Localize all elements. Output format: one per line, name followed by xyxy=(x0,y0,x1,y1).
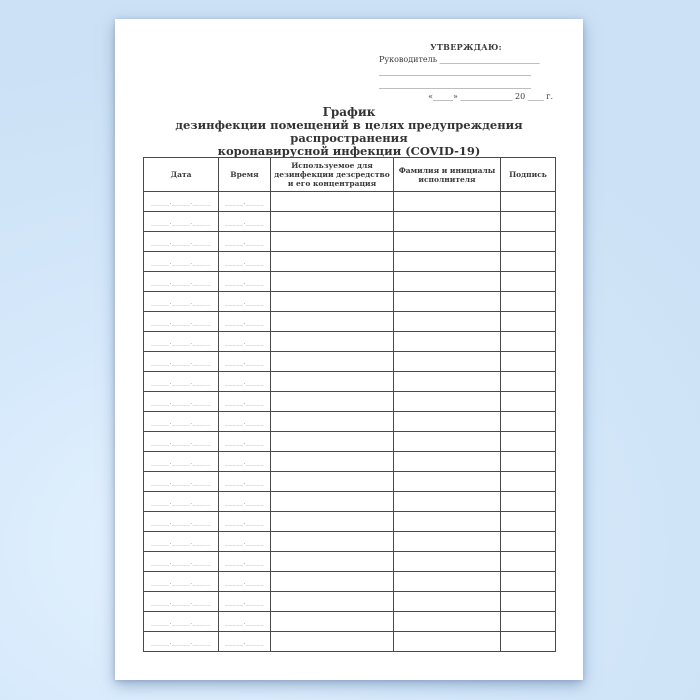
col-header-executor: Фамилия и инициалы исполнителя xyxy=(394,158,501,192)
table-row xyxy=(144,272,556,292)
approval-date-line: «_____» _____________ 20 ____ г. xyxy=(428,92,553,101)
approval-blank-line-2: ______________________________________ xyxy=(379,79,531,89)
table-row xyxy=(144,432,556,452)
disinfectant-cell xyxy=(271,472,394,492)
executor-cell xyxy=(394,552,501,572)
disinfectant-cell xyxy=(271,372,394,392)
table-header xyxy=(144,158,556,192)
table-row xyxy=(144,312,556,332)
disinfectant-cell xyxy=(271,432,394,452)
disinfection-schedule-table xyxy=(143,157,556,652)
time-blank-field: _____._____ xyxy=(219,512,271,532)
executor-cell xyxy=(394,332,501,352)
table-body xyxy=(144,192,556,652)
table-row xyxy=(144,292,556,312)
time-blank-field: _____._____ xyxy=(219,532,271,552)
executor-cell xyxy=(394,492,501,512)
signature-cell xyxy=(501,572,556,592)
time-blank-field: _____._____ xyxy=(219,492,271,512)
executor-cell xyxy=(394,252,501,272)
executor-cell xyxy=(394,512,501,532)
disinfectant-cell xyxy=(271,272,394,292)
table-row xyxy=(144,332,556,352)
table-row xyxy=(144,512,556,532)
executor-cell xyxy=(394,232,501,252)
date-blank-field: _____._____._____ xyxy=(144,572,219,592)
time-blank-field: _____._____ xyxy=(219,472,271,492)
signature-cell xyxy=(501,452,556,472)
table-row xyxy=(144,632,556,652)
time-blank-field: _____._____ xyxy=(219,572,271,592)
executor-cell xyxy=(394,592,501,612)
time-blank-field: _____._____ xyxy=(219,552,271,572)
time-blank-field: _____._____ xyxy=(219,312,271,332)
disinfectant-cell xyxy=(271,212,394,232)
date-blank-field: _____._____._____ xyxy=(144,592,219,612)
signature-cell xyxy=(501,392,556,412)
signature-cell xyxy=(501,252,556,272)
time-blank-field: _____._____ xyxy=(219,372,271,392)
table-row xyxy=(144,412,556,432)
time-blank-field: _____._____ xyxy=(219,272,271,292)
time-blank-field: _____._____ xyxy=(219,392,271,412)
disinfectant-cell xyxy=(271,332,394,352)
date-blank-field: _____._____._____ xyxy=(144,252,219,272)
col-header-disinfectant: Используемое для дезинфекции дезсредство и его концентрация xyxy=(271,158,394,192)
executor-cell xyxy=(394,352,501,372)
signature-cell xyxy=(501,332,556,352)
table-row xyxy=(144,572,556,592)
col-header-date: Дата xyxy=(144,158,219,192)
signature-cell xyxy=(501,432,556,452)
approval-label: УТВЕРЖДАЮ: xyxy=(430,42,502,52)
disinfectant-cell xyxy=(271,532,394,552)
date-blank-field: _____._____._____ xyxy=(144,392,219,412)
signature-cell xyxy=(501,192,556,212)
date-blank-field: _____._____._____ xyxy=(144,612,219,632)
date-blank-field: _____._____._____ xyxy=(144,632,219,652)
table-header-row xyxy=(144,158,556,192)
table-row xyxy=(144,252,556,272)
disinfectant-cell xyxy=(271,552,394,572)
time-blank-field: _____._____ xyxy=(219,212,271,232)
date-blank-field: _____._____._____ xyxy=(144,232,219,252)
executor-cell xyxy=(394,292,501,312)
executor-cell xyxy=(394,572,501,592)
executor-cell xyxy=(394,452,501,472)
date-blank-field: _____._____._____ xyxy=(144,312,219,332)
time-blank-field: _____._____ xyxy=(219,192,271,212)
disinfectant-cell xyxy=(271,312,394,332)
disinfectant-cell xyxy=(271,192,394,212)
signature-cell xyxy=(501,212,556,232)
time-blank-field: _____._____ xyxy=(219,352,271,372)
executor-cell xyxy=(394,632,501,652)
date-blank-field: _____._____._____ xyxy=(144,472,219,492)
table-row xyxy=(144,192,556,212)
table-row xyxy=(144,552,556,572)
signature-cell xyxy=(501,292,556,312)
table-row xyxy=(144,472,556,492)
time-blank-field: _____._____ xyxy=(219,292,271,312)
table-row xyxy=(144,532,556,552)
executor-cell xyxy=(394,412,501,432)
time-blank-field: _____._____ xyxy=(219,412,271,432)
time-blank-field: _____._____ xyxy=(219,332,271,352)
disinfectant-cell xyxy=(271,412,394,432)
disinfectant-cell xyxy=(271,252,394,272)
disinfectant-cell xyxy=(271,592,394,612)
executor-cell xyxy=(394,392,501,412)
table-row xyxy=(144,592,556,612)
table-row xyxy=(144,392,556,412)
time-blank-field: _____._____ xyxy=(219,452,271,472)
signature-cell xyxy=(501,532,556,552)
date-blank-field: _____._____._____ xyxy=(144,352,219,372)
executor-cell xyxy=(394,192,501,212)
executor-cell xyxy=(394,312,501,332)
signature-cell xyxy=(501,592,556,612)
date-blank-field: _____._____._____ xyxy=(144,332,219,352)
date-blank-field: _____._____._____ xyxy=(144,372,219,392)
disinfectant-cell xyxy=(271,292,394,312)
table-row xyxy=(144,492,556,512)
date-blank-field: _____._____._____ xyxy=(144,272,219,292)
signature-cell xyxy=(501,492,556,512)
table-row xyxy=(144,352,556,372)
date-blank-field: _____._____._____ xyxy=(144,292,219,312)
approval-blank-line-1: ______________________________________ xyxy=(379,67,531,76)
col-header-time: Время xyxy=(219,158,271,192)
date-blank-field: _____._____._____ xyxy=(144,552,219,572)
approval-block xyxy=(379,41,553,104)
title-line-2: дезинфекции помещений в целях предупреждения распространения xyxy=(175,118,523,145)
disinfectant-cell xyxy=(271,492,394,512)
col-header-signature: Подпись xyxy=(501,158,556,192)
approval-head-line: Руководитель _________________________ xyxy=(379,54,540,64)
disinfectant-cell xyxy=(271,392,394,412)
title-line-3: коронавирусной инфекции (COVID-19) xyxy=(217,144,481,158)
date-blank-field: _____._____._____ xyxy=(144,432,219,452)
signature-cell xyxy=(501,352,556,372)
executor-cell xyxy=(394,432,501,452)
executor-cell xyxy=(394,272,501,292)
time-blank-field: _____._____ xyxy=(219,612,271,632)
date-blank-field: _____._____._____ xyxy=(144,192,219,212)
date-blank-field: _____._____._____ xyxy=(144,512,219,532)
date-blank-field: _____._____._____ xyxy=(144,452,219,472)
disinfectant-cell xyxy=(271,612,394,632)
signature-cell xyxy=(501,512,556,532)
table-row xyxy=(144,212,556,232)
signature-cell xyxy=(501,372,556,392)
table-row xyxy=(144,612,556,632)
disinfectant-cell xyxy=(271,452,394,472)
disinfectant-cell xyxy=(271,232,394,252)
executor-cell xyxy=(394,612,501,632)
title-line-1: График xyxy=(322,105,376,119)
disinfectant-cell xyxy=(271,352,394,372)
table-row xyxy=(144,452,556,472)
table-row xyxy=(144,232,556,252)
time-blank-field: _____._____ xyxy=(219,252,271,272)
time-blank-field: _____._____ xyxy=(219,592,271,612)
signature-cell xyxy=(501,312,556,332)
signature-cell xyxy=(501,612,556,632)
signature-cell xyxy=(501,272,556,292)
date-blank-field: _____._____._____ xyxy=(144,492,219,512)
signature-cell xyxy=(501,552,556,572)
executor-cell xyxy=(394,472,501,492)
time-blank-field: _____._____ xyxy=(219,432,271,452)
date-blank-field: _____._____._____ xyxy=(144,532,219,552)
table-row xyxy=(144,372,556,392)
time-blank-field: _____._____ xyxy=(219,232,271,252)
signature-cell xyxy=(501,632,556,652)
executor-cell xyxy=(394,212,501,232)
document-title xyxy=(125,106,573,158)
executor-cell xyxy=(394,372,501,392)
date-blank-field: _____._____._____ xyxy=(144,212,219,232)
signature-cell xyxy=(501,472,556,492)
signature-cell xyxy=(501,412,556,432)
executor-cell xyxy=(394,532,501,552)
date-blank-field: _____._____._____ xyxy=(144,412,219,432)
time-blank-field: _____._____ xyxy=(219,632,271,652)
signature-cell xyxy=(501,232,556,252)
document-page xyxy=(115,19,583,680)
disinfectant-cell xyxy=(271,512,394,532)
disinfectant-cell xyxy=(271,632,394,652)
disinfectant-cell xyxy=(271,572,394,592)
